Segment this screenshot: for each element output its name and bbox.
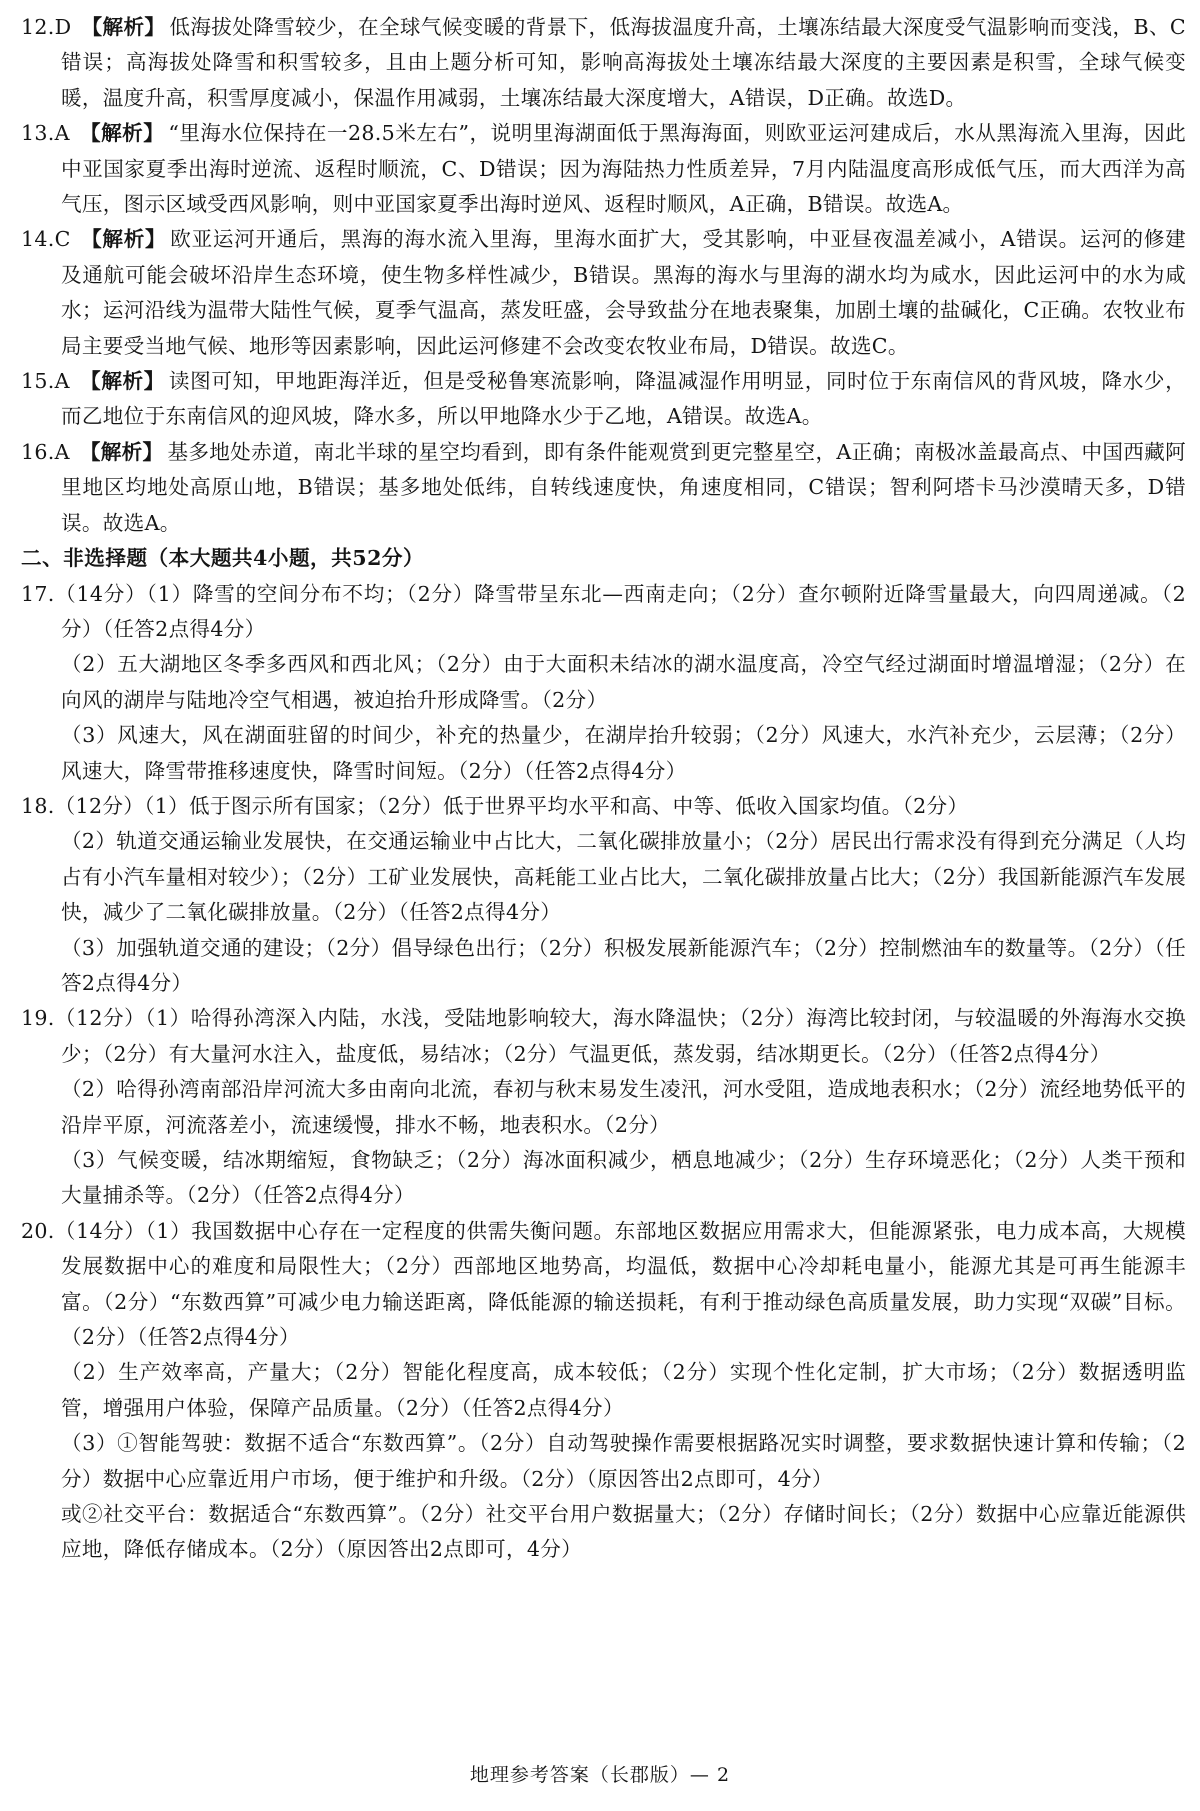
essay-answer-19-part-2: （2）哈得孙湾南部沿岸河流大多由南向北流，春初与秋末易发生凌汛，河水受阻，造成地表积水；（2分）流经地势低平的沿岸平原，河流落差小，流速缓慢，排水不畅，地表积水。（2分） (61, 1077, 1186, 1137)
page-footer: 地理参考答案（长郡版）— 2 (469, 1764, 731, 1786)
choice-answer-12 (21, 10, 1186, 116)
choice-answer-14 (21, 222, 1186, 364)
answer-text: （1）低于图示所有国家；（2分）低于世界平均水平和高、中等、低收入国家均值。（2分） (144, 793, 969, 818)
essay-answer-18-part-1 (21, 789, 1186, 824)
essay-answer-20-part-4: 或②社交平台：数据适合“东数西算”。（2分）社交平台用户数据量大；（2分）存储时间长；（2分）数据中心应靠近能源供应地，降低存储成本。（2分）（原因答出2点即可，4分） (61, 1502, 1186, 1562)
analysis-tag: 【解析】 (79, 121, 165, 146)
answer-number: 13.A (21, 121, 70, 146)
essay-answer-17-part-1 (21, 577, 1186, 648)
question-lead: 17.（14分） (21, 581, 147, 606)
question-lead: 18.（12分） (21, 793, 145, 818)
answer-text: （1）降雪的空间分布不均；（2分）降雪带呈东北—西南走向；（2分）查尔顿附近降雪量最大，向四周递减。（2分）（任答2点得4分） (61, 581, 1186, 641)
answer-text: 读图可知，甲地距海洋近，但是受秘鲁寒流影响，降温减湿作用明显，同时位于东南信风的背风坡，降水少，而乙地位于东南信风的迎风坡，降水多，所以甲地降水少于乙地，A错误。故选A。 (61, 369, 1186, 429)
answer-text: （1）我国数据中心存在一定程度的供需失衡问题。东部地区数据应用需求大，但能源紧张，电力成本高，大规模发展数据中心的难度和局限性大；（2分）西部地区地势高，均温低，数据中心冷却耗电量小，能源尤其是可再生能源丰富。（2分）“东数西算”可减少电力输送距离，降低能源的输送损耗，有利于推动绿色高质量发展，助力实现“双碳”目标。（2分）（任答2点得4分） (61, 1218, 1187, 1350)
answer-text: “里海水位保持在一28.5米左右”，说明里海湖面低于黑海海面，则欧亚运河建成后，水从黑海流入里海，因此中亚国家夏季出海时逆流、返程时顺流，C、D错误；因为海陆热力性质差异，7月内陆温度高形成低气压，而大西洋为高气压，图示区域受西风影响，则中亚国家夏季出海时逆风、返程时顺风，A正确，B错误。故选A。 (61, 121, 1186, 217)
question-lead: 20.（14分） (21, 1218, 146, 1243)
essay-answer-20-part-3: （3）①智能驾驶：数据不适合“东数西算”。（2分）自动驾驶操作需要根据路况实时调整，要求数据快速计算和传输；（2分）数据中心应靠近用户市场，便于维护和升级。（2分）（原因答出2点即可，4分） (61, 1431, 1186, 1491)
essay-answer-20-part-1 (21, 1214, 1186, 1356)
answer-text: 基多地处赤道，南北半球的星空均看到，即有条件能观赏到更完整星空，A正确；南极冰盖最高点、中国西藏阿里地区均地处高原山地，B错误；基多地处低纬，自转线速度快，角速度相同，C错误；智利阿塔卡马沙漠晴天多，D错误。故选A。 (61, 439, 1186, 535)
essay-answer-19-part-1 (21, 1001, 1186, 1072)
analysis-tag: 【解析】 (79, 369, 165, 394)
analysis-tag: 【解析】 (81, 15, 166, 39)
answer-number: 14.C (21, 227, 71, 252)
choice-answer-13 (21, 116, 1186, 222)
choice-answer-15 (21, 364, 1186, 435)
answer-number: 12.D (21, 15, 72, 39)
essay-answer-19-part-3: （3）气候变暖，结冰期缩短，食物缺乏；（2分）海冰面积减少，栖息地减少；（2分）生存环境恶化；（2分）人类干预和大量捕杀等。（2分）（任答2点得4分） (61, 1148, 1186, 1208)
answer-number: 16.A (21, 439, 70, 464)
answer-text: 欧亚运河开通后，黑海的海水流入里海，里海水面扩大，受其影响，中亚昼夜温差减小，A错误。运河的修建及通航可能会破坏沿岸生态环境，使生物多样性减少，B错误。黑海的海水与里海的湖水均为咸水，因此运河中的水为咸水；运河沿线为温带大陆性气候，夏季气温高，蒸发旺盛，会导致盐分在地表聚集，加剧土壤的盐碱化，C正确。农牧业布局主要受当地气候、地形等因素影响，因此运河修建不会改变农牧业布局，D错误。故选C。 (61, 227, 1186, 358)
essay-answer-18-part-2: （2）轨道交通运输业发展快，在交通运输业中占比大，二氧化碳排放量小；（2分）居民出行需求没有得到充分满足（人均占有小汽车量相对较少）；（2分）工矿业发展快，高耗能工业占比大，二氧化碳排放量占比大；（2分）我国新能源汽车发展快，减少了二氧化碳排放量。（2分）（任答2点得4分） (61, 829, 1186, 925)
answer-text: （1）哈得孙湾深入内陆，水浅，受陆地影响较大，海水降温快；（2分）海湾比较封闭，与较温暖的外海海水交换少；（2分）有大量河水注入，盐度低，易结冰；（2分）气温更低，蒸发弱，结冰期更长。（2分）（任答2点得4分） (61, 1006, 1186, 1066)
answer-text: 低海拔处降雪较少，在全球气候变暖的背景下，低海拔温度升高，土壤冻结最大深度受气温影响而变浅，B、C错误；高海拔处降雪和积雪较多，且由上题分析可知，影响高海拔处土壤冻结最大深度的主要因素是积雪，全球气候变暖，温度升高，积雪厚度减小，保温作用减弱，土壤冻结最大深度增大，A错误，D正确。故选D。 (61, 15, 1186, 110)
answer-number: 15.A (21, 369, 70, 394)
essay-answer-20-part-2: （2）生产效率高，产量大；（2分）智能化程度高，成本较低；（2分）实现个性化定制，扩大市场；（2分）数据透明监管，增强用户体验，保障产品质量。（2分）（任答2点得4分） (61, 1360, 1186, 1420)
section-heading: 二、非选择题（本大题共4小题，共52分） (21, 546, 425, 571)
choice-answer-16 (21, 435, 1186, 541)
analysis-tag: 【解析】 (79, 439, 164, 464)
answer-content (21, 10, 1186, 1568)
question-lead: 19.（12分） (21, 1006, 146, 1031)
essay-answer-18-part-3: （3）加强轨道交通的建设；（2分）倡导绿色出行；（2分）积极发展新能源汽车；（2分）控制燃油车的数量等。（2分）（任答2点得4分） (61, 935, 1186, 995)
analysis-tag: 【解析】 (80, 227, 167, 252)
essay-answer-17-part-3: （3）风速大，风在湖面驻留的时间少，补充的热量少，在湖岸抬升较弱；（2分）风速大，水汽补充少，云层薄；（2分）风速大，降雪带推移速度快，降雪时间短。（2分）（任答2点得4分） (61, 723, 1186, 783)
essay-answer-17-part-2: （2）五大湖地区冬季多西风和西北风；（2分）由于大面积未结冰的湖水温度高，冷空气经过湖面时增温增湿；（2分）在向风的湖岸与陆地冷空气相遇，被迫抬升形成降雪。（2分） (61, 652, 1186, 712)
